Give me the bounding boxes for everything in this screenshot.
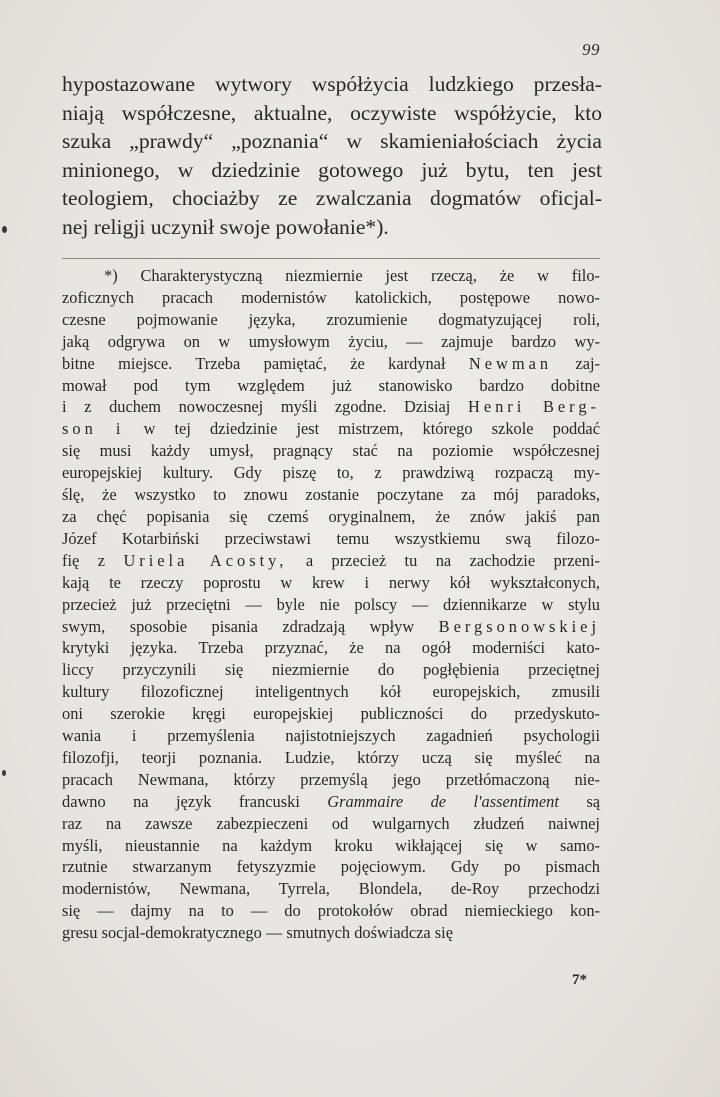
page-number: 99: [582, 40, 600, 59]
margin-speck: [2, 770, 6, 776]
footnote-line: raz na zawsze zabezpieczeni od wulgarnych złudzeń naiwnej: [62, 813, 600, 833]
footnote-line: [62, 616, 600, 638]
line-part: a przecież tu na zachodzie przeni-: [305, 550, 600, 570]
footnote-line: krytyki języka. Trzeba przyznać, że na ogół moderniści kato-: [62, 638, 600, 658]
signature-mark: 7*: [572, 972, 587, 988]
line-part: bitne miejsce. Trzeba pamiętać, że kardynał: [62, 353, 446, 373]
footnote-line: myśli, nieustannie na każdym kroku wikłającej się w samo-: [62, 835, 600, 855]
footnote-line: [62, 353, 600, 375]
footnote-line: europejskiej kultury. Gdy piszę to, z prawdziwą rozpaczą my-: [62, 463, 600, 483]
margin-speck: [2, 226, 7, 233]
name-bergson-part: Berg-: [542, 397, 600, 417]
line-part: są: [586, 791, 600, 811]
main-paragraph: [62, 70, 602, 242]
text-line: nej religji uczynił swoje powołanie*).: [62, 214, 389, 239]
spaced-i: i: [115, 419, 125, 439]
footnote-line: gresu socjal-demokratycznego — smutnych doświadcza się: [62, 923, 453, 943]
name-uriel-acosta: Uriela Acosty,: [123, 550, 288, 570]
line-part: dawno na język francuski: [62, 791, 300, 811]
footnote-line: filozofji, teorji poznania. Ludzie, którzy uczą się myśleć na: [62, 747, 600, 767]
text-line: niają współczesne, aktualne, oczywiste współżycie, kto: [62, 100, 602, 125]
footnote-line: się musi każdy umysł, pragnący stać na poziomie współczesnej: [62, 441, 600, 461]
footnote-line: zoficznych pracach modernistów katolickich, postępowe nowo-: [62, 287, 600, 307]
footnote-line: przecież już przeciętni — byle nie polscy — dziennikarze w stylu: [62, 594, 600, 614]
footnote-line: ślę, że wszystko to znowu zostanie poczytane za mój paradoks,: [62, 485, 600, 505]
footnote-line: *) Charakterystyczną niezmiernie jest rzeczą, że w filo-: [104, 266, 600, 285]
name-henri: Henri: [468, 397, 526, 417]
footnote-line: [62, 550, 600, 572]
text-line: hypostazowane wytwory współżycia ludzkiego przesła-: [62, 72, 602, 96]
footnote-line: [62, 396, 600, 418]
footnote-line: mował pod tym względem już stanowisko bardzo dobitne: [62, 375, 600, 395]
footnote-line: kultury filozoficznej inteligentnych kół europejskich, zmusili: [62, 682, 600, 702]
text-line: minionego, w dziedzinie gotowego już bytu, ten jest: [62, 157, 602, 182]
footnote-divider: [62, 258, 600, 259]
line-part: i z duchem nowoczesnej myśli zgodne. Dzisiaj: [62, 397, 451, 417]
line-part: swym, sposobie pisania zdradzają wpływ: [62, 616, 415, 636]
footnote-line: kają te rzeczy poprostu w krew i nerwy kół wykształconych,: [62, 572, 600, 592]
footnote-line: się — dajmy na to — do protokołów obrad niemieckiego kon-: [62, 901, 600, 921]
footnote-line: oni szerokie kręgi europejskiej publiczności do przedyskuto-: [62, 704, 600, 724]
footnote-line: [62, 418, 600, 440]
footnote-line: rzutnie stwarzanym fetyszyzmie pojęciowym. Gdy po pismach: [62, 857, 600, 877]
name-newman: Newman: [468, 353, 553, 373]
term-bergsonowskiej: Bergsonowskiej: [438, 616, 600, 636]
footnote-line: Józef Kotarbiński przeciwstawi temu wszystkiemu swą filozo-: [62, 528, 600, 548]
footnote-line: wania i przemyślenia najistotniejszych zagadnień psychologii: [62, 726, 600, 746]
line-part: zaj-: [575, 353, 600, 373]
footnote-line: za chęć popisania się czemś oryginalnem, że znów jakiś pan: [62, 506, 600, 526]
footnote-line: [62, 791, 600, 813]
text-line: teologiem, chociażby ze zwalczania dogmatów oficjal-: [62, 186, 602, 211]
book-title-grammaire: Grammaire de l'assentiment: [327, 791, 559, 811]
footnote: [62, 265, 600, 944]
footnote-line: pracach Newmana, którzy przemyślą jego przetłómaczoną nie-: [62, 769, 600, 789]
name-bergson-part: son: [62, 419, 97, 439]
footnote-line: modernistów, Newmana, Tyrrela, Blondela, de-Roy przechodzi: [62, 879, 600, 899]
line-part: fię z: [62, 550, 105, 570]
line-part: w tej dziedzinie jest mistrzem, którego szkole poddać: [143, 419, 600, 439]
footnote-line: czesne pojmowanie języka, zrozumienie dogmatyzującej roli,: [62, 309, 600, 329]
text-line: szuka „prawdy“ „poznania“ w skamieniałościach życia: [62, 129, 602, 154]
footnote-line: liccy przyczynili się niezmiernie do pogłębienia przeciętnej: [62, 660, 600, 680]
footnote-line: jaką odgrywa on w umysłowym życiu, — zajmuje bardzo wy-: [62, 331, 600, 351]
